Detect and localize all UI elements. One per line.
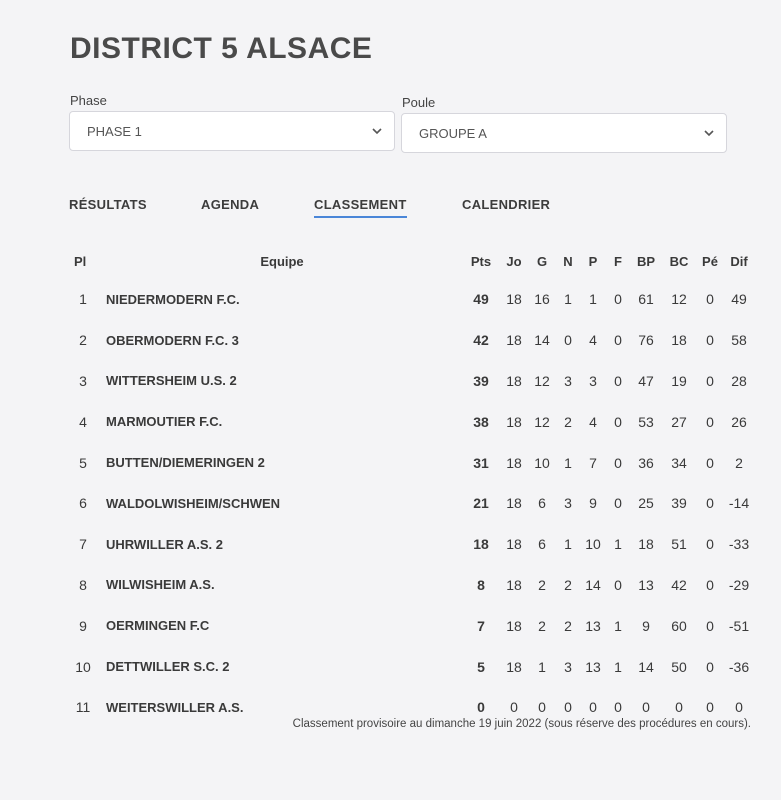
cell-goals-against: 60 <box>671 617 687 634</box>
cell-won: 12 <box>534 413 550 430</box>
table-row <box>64 524 754 565</box>
standings-table <box>64 243 754 728</box>
cell-penalty: 0 <box>706 332 714 349</box>
cell-pts: 21 <box>473 495 489 512</box>
cell-forfeit: 0 <box>614 576 622 593</box>
cell-pts: 42 <box>473 332 489 349</box>
phase-label: Phase <box>70 93 107 108</box>
cell-played: 18 <box>506 413 522 430</box>
cell-pts: 5 <box>477 658 485 675</box>
cell-goal-diff: -33 <box>728 536 750 553</box>
cell-goal-diff: 0 <box>735 699 743 716</box>
cell-won: 6 <box>538 536 546 553</box>
cell-goal-diff: -36 <box>728 658 750 675</box>
cell-lost: 14 <box>585 576 601 593</box>
cell-team: DETTWILLER S.C. 2 <box>106 659 230 675</box>
cell-rank: 2 <box>79 332 87 349</box>
cell-drawn: 3 <box>564 658 572 675</box>
cell-won: 0 <box>538 699 546 716</box>
cell-goals-against: 39 <box>671 495 687 512</box>
cell-goals-for: 47 <box>638 372 654 389</box>
cell-goals-against: 18 <box>671 332 687 349</box>
cell-drawn: 1 <box>564 454 572 471</box>
cell-drawn: 2 <box>564 576 572 593</box>
cell-forfeit: 1 <box>614 617 622 634</box>
cell-team: WITTERSHEIM U.S. 2 <box>106 373 237 389</box>
cell-penalty: 0 <box>706 454 714 471</box>
cell-goals-for: 53 <box>638 413 654 430</box>
cell-penalty: 0 <box>706 699 714 716</box>
phase-select-value: PHASE 1 <box>87 123 142 139</box>
header-jo: Jo <box>506 253 522 269</box>
cell-penalty: 0 <box>706 495 714 512</box>
poule-select[interactable] <box>401 113 727 153</box>
cell-won: 2 <box>538 576 546 593</box>
cell-goal-diff: 2 <box>735 454 743 471</box>
cell-played: 18 <box>506 617 522 634</box>
cell-penalty: 0 <box>706 291 714 308</box>
header-bc: BC <box>669 253 689 269</box>
cell-rank: 5 <box>79 454 87 471</box>
cell-goals-against: 0 <box>675 699 683 716</box>
cell-team: MARMOUTIER F.C. <box>106 414 223 430</box>
table-row <box>64 442 754 483</box>
tab-agenda[interactable]: AGENDA <box>201 197 260 212</box>
cell-played: 18 <box>506 291 522 308</box>
cell-played: 0 <box>510 699 518 716</box>
poule-select-value: GROUPE A <box>419 125 487 141</box>
cell-pts: 0 <box>477 699 485 716</box>
cell-pts: 31 <box>473 454 489 471</box>
table-row <box>64 565 754 606</box>
cell-goals-against: 34 <box>671 454 687 471</box>
cell-drawn: 1 <box>564 536 572 553</box>
cell-lost: 0 <box>589 699 597 716</box>
cell-lost: 13 <box>585 617 601 634</box>
cell-goals-against: 19 <box>671 372 687 389</box>
cell-drawn: 3 <box>564 495 572 512</box>
cell-rank: 7 <box>79 536 87 553</box>
header-equipe: Equipe <box>260 253 304 269</box>
cell-goal-diff: -14 <box>728 495 750 512</box>
header-dif: Dif <box>730 253 748 269</box>
header-pl: Pl <box>74 253 87 269</box>
cell-won: 14 <box>534 332 550 349</box>
table-row <box>64 483 754 524</box>
cell-pts: 7 <box>477 617 485 634</box>
cell-rank: 3 <box>79 372 87 389</box>
chevron-down-icon <box>370 124 384 138</box>
cell-forfeit: 1 <box>614 536 622 553</box>
cell-lost: 7 <box>589 454 597 471</box>
cell-rank: 4 <box>79 413 87 430</box>
cell-goals-against: 50 <box>671 658 687 675</box>
cell-goals-for: 13 <box>638 576 654 593</box>
cell-played: 18 <box>506 658 522 675</box>
cell-penalty: 0 <box>706 658 714 675</box>
cell-goals-for: 25 <box>638 495 654 512</box>
cell-played: 18 <box>506 576 522 593</box>
cell-drawn: 3 <box>564 372 572 389</box>
cell-drawn: 2 <box>564 413 572 430</box>
cell-played: 18 <box>506 495 522 512</box>
cell-penalty: 0 <box>706 372 714 389</box>
header-p: P <box>588 253 598 269</box>
cell-forfeit: 0 <box>614 699 622 716</box>
cell-played: 18 <box>506 372 522 389</box>
phase-select[interactable] <box>69 111 395 151</box>
cell-won: 6 <box>538 495 546 512</box>
cell-lost: 3 <box>589 372 597 389</box>
table-row <box>64 320 754 361</box>
cell-rank: 10 <box>75 658 91 675</box>
cell-lost: 4 <box>589 413 597 430</box>
cell-goal-diff: 49 <box>731 291 747 308</box>
cell-goals-against: 51 <box>671 536 687 553</box>
cell-rank: 11 <box>75 699 91 716</box>
cell-goals-against: 42 <box>671 576 687 593</box>
tab-calendrier[interactable]: CALENDRIER <box>462 197 551 212</box>
table-row <box>64 401 754 442</box>
cell-goals-for: 76 <box>638 332 654 349</box>
cell-pts: 8 <box>477 576 485 593</box>
cell-team: WALDOLWISHEIM/SCHWEN <box>106 495 281 511</box>
cell-pts: 49 <box>473 291 489 308</box>
cell-lost: 13 <box>585 658 601 675</box>
header-n: N <box>563 253 573 269</box>
cell-goal-diff: 58 <box>731 332 747 349</box>
cell-forfeit: 0 <box>614 413 622 430</box>
header-pts: Pts <box>470 253 492 269</box>
table-row <box>64 279 754 320</box>
cell-goals-for: 0 <box>642 699 650 716</box>
cell-goals-for: 14 <box>638 658 654 675</box>
cell-team: WILWISHEIM A.S. <box>106 577 215 593</box>
cell-goals-for: 36 <box>638 454 654 471</box>
cell-played: 18 <box>506 454 522 471</box>
header-g: G <box>536 253 548 269</box>
tab-classement[interactable]: CLASSEMENT <box>314 197 407 218</box>
cell-team: OBERMODERN F.C. 3 <box>106 332 239 348</box>
cell-team: OERMINGEN F.C <box>106 618 210 634</box>
cell-goals-for: 61 <box>638 291 654 308</box>
cell-drawn: 2 <box>564 617 572 634</box>
cell-won: 1 <box>538 658 546 675</box>
cell-team: NIEDERMODERN F.C. <box>106 291 240 307</box>
table-row <box>64 361 754 402</box>
table-header-row <box>64 243 754 279</box>
cell-penalty: 0 <box>706 536 714 553</box>
cell-forfeit: 1 <box>614 658 622 675</box>
cell-forfeit: 0 <box>614 372 622 389</box>
page-title: DISTRICT 5 ALSACE <box>70 32 373 65</box>
cell-rank: 8 <box>79 576 87 593</box>
cell-lost: 10 <box>585 536 601 553</box>
cell-lost: 4 <box>589 332 597 349</box>
cell-team: WEITERSWILLER A.S. <box>106 699 244 715</box>
poule-label: Poule <box>402 95 436 110</box>
cell-pts: 38 <box>473 413 489 430</box>
cell-goal-diff: 26 <box>731 413 747 430</box>
table-row <box>64 605 754 646</box>
cell-lost: 9 <box>589 495 597 512</box>
tab-resultats[interactable]: RÉSULTATS <box>69 197 147 212</box>
cell-drawn: 0 <box>564 699 572 716</box>
cell-goals-against: 12 <box>671 291 687 308</box>
chevron-down-icon <box>702 126 716 140</box>
cell-goal-diff: -51 <box>728 617 750 634</box>
cell-forfeit: 0 <box>614 454 622 471</box>
cell-pts: 18 <box>473 536 489 553</box>
cell-rank: 9 <box>79 617 87 634</box>
cell-drawn: 0 <box>564 332 572 349</box>
cell-played: 18 <box>506 536 522 553</box>
cell-goals-for: 18 <box>638 536 654 553</box>
cell-rank: 6 <box>79 495 87 512</box>
cell-goal-diff: -29 <box>728 576 750 593</box>
cell-played: 18 <box>506 332 522 349</box>
header-pe: Pé <box>702 253 718 269</box>
cell-rank: 1 <box>79 291 87 308</box>
cell-penalty: 0 <box>706 617 714 634</box>
cell-won: 12 <box>534 372 550 389</box>
cell-forfeit: 0 <box>614 291 622 308</box>
cell-pts: 39 <box>473 372 489 389</box>
cell-goal-diff: 28 <box>731 372 747 389</box>
cell-won: 16 <box>534 291 550 308</box>
cell-forfeit: 0 <box>614 332 622 349</box>
header-bp: BP <box>636 253 656 269</box>
cell-penalty: 0 <box>706 413 714 430</box>
cell-team: UHRWILLER A.S. 2 <box>106 536 224 552</box>
cell-lost: 1 <box>589 291 597 308</box>
table-row <box>64 646 754 687</box>
cell-forfeit: 0 <box>614 495 622 512</box>
cell-won: 2 <box>538 617 546 634</box>
footnote: Classement provisoire au dimanche 19 juin 2022 (sous réserve des procédures en cours). <box>292 718 751 730</box>
cell-drawn: 1 <box>564 291 572 308</box>
header-f: F <box>614 253 622 269</box>
cell-penalty: 0 <box>706 576 714 593</box>
cell-won: 10 <box>534 454 550 471</box>
cell-goals-against: 27 <box>671 413 687 430</box>
cell-goals-for: 9 <box>642 617 650 634</box>
cell-team: BUTTEN/DIEMERINGEN 2 <box>106 455 265 471</box>
